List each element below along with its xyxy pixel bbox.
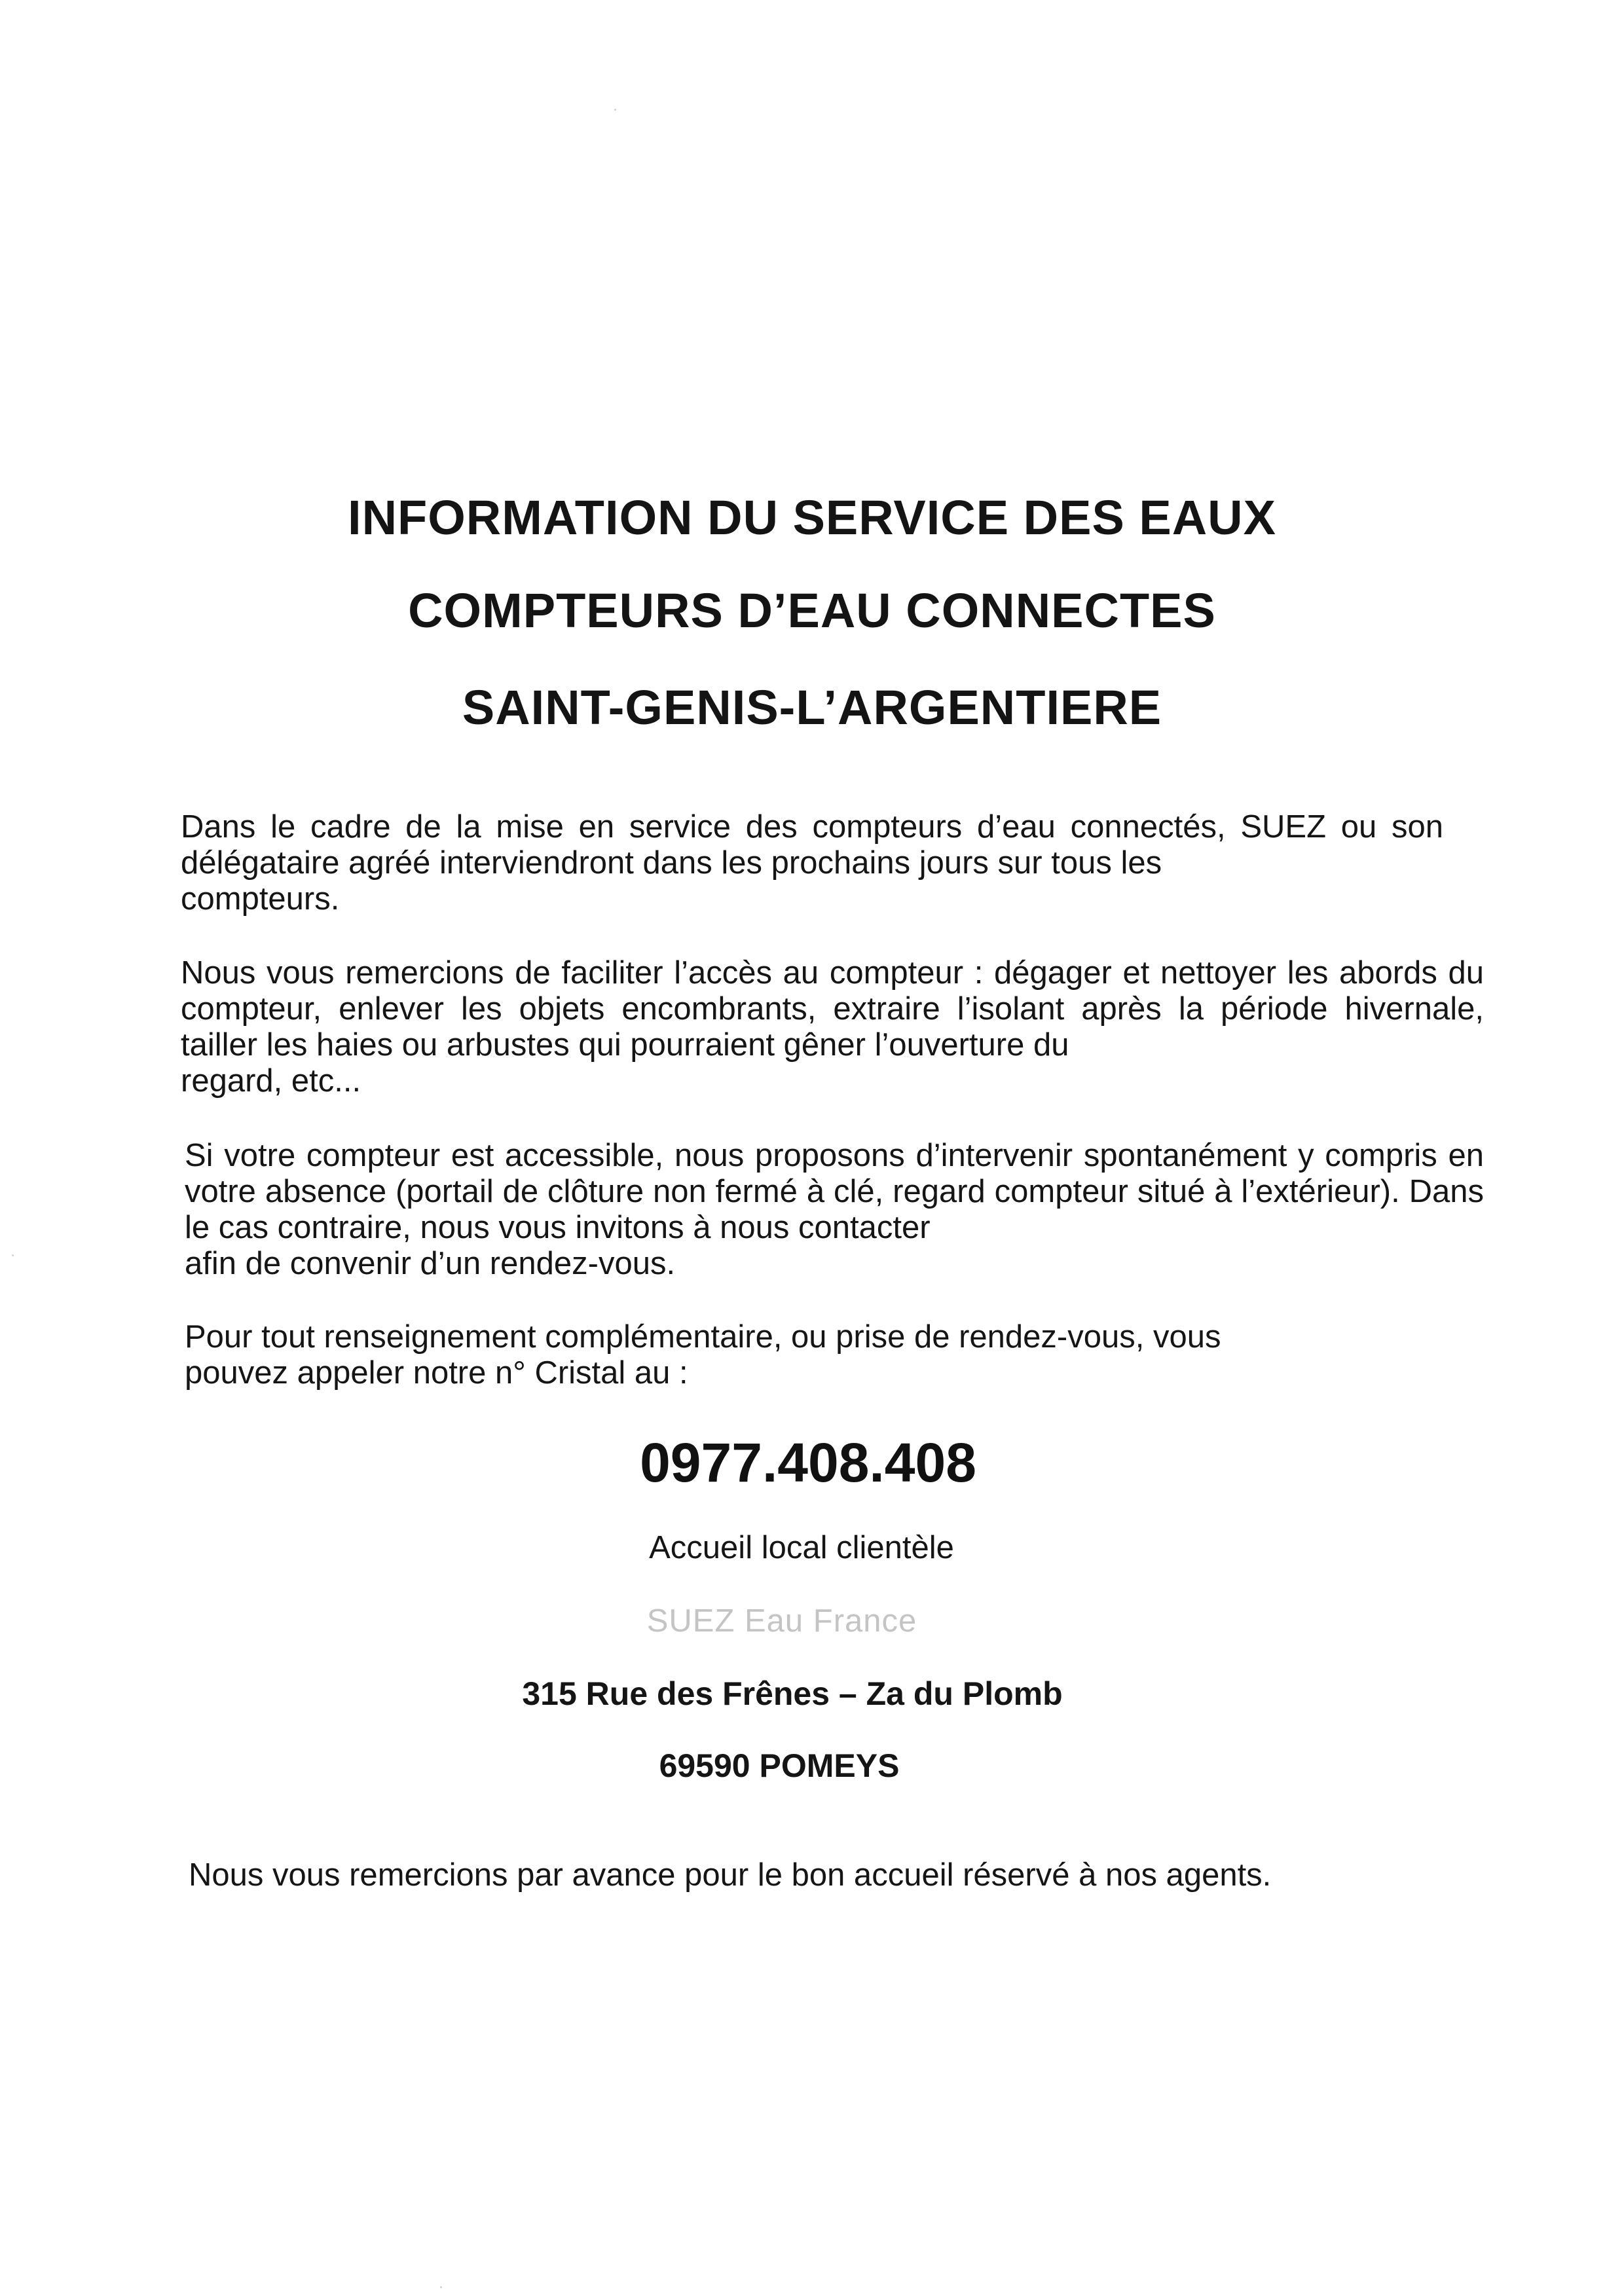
address-street: 315 Rue des Frênes – Za du Plomb [522, 1675, 1063, 1712]
company-name: SUEZ Eau France [646, 1603, 917, 1639]
paragraph-absence [185, 1138, 1484, 1282]
accueil-label: Accueil local clientèle [649, 1530, 954, 1565]
title-compteurs-connectes: COMPTEURS D’EAU CONNECTES [408, 583, 1216, 638]
paragraph-contact [185, 1319, 1449, 1391]
scan-speck [12, 1254, 14, 1256]
phone-number: 0977.408.408 [640, 1432, 976, 1493]
paragraph-contact-last-line: pouvez appeler notre n° Cristal au : [185, 1355, 688, 1391]
paragraph-access-last-line: regard, etc... [181, 1063, 361, 1099]
paragraph-intro-last-line: compteurs. [181, 881, 340, 917]
paragraph-intro [181, 809, 1443, 917]
paragraph-contact-text: Pour tout renseignement complémentaire, ou prise de rendez-vous, vous [185, 1319, 1221, 1355]
scan-speck [614, 109, 616, 111]
paragraph-absence-text: Si votre compteur est accessible, nous proposons d’intervenir spontanément y compris en votre absence (portail de clôture non fermé à clé, regard compteur situé à l’extérieur). Dans le cas contraire, nous vous invitons à nous contacter [185, 1138, 1484, 1245]
title-commune: SAINT-GENIS-L’ARGENTIERE [462, 680, 1162, 735]
paragraph-absence-last-line: afin de convenir d’un rendez-vous. [185, 1246, 676, 1281]
paragraph-access [181, 955, 1484, 1099]
title-service-des-eaux: INFORMATION DU SERVICE DES EAUX [348, 490, 1276, 545]
paragraph-access-text: Nous vous remercions de faciliter l’accès au compteur : dégager et nettoyer les abords du compteur, enlever les objets encombrants, extraire l’isolant après la période hivernale, tailler les haies ou arbustes qui pourraient gêner l’ouverture du [181, 955, 1484, 1063]
scan-speck [440, 2286, 442, 2288]
address-city: 69590 POMEYS [659, 1747, 900, 1784]
closing-sentence: Nous vous remercions par avance pour le bon accueil réservé à nos agents. [189, 1857, 1272, 1893]
paragraph-intro-text: Dans le cadre de la mise en service des compteurs d’eau connectés, SUEZ ou son délégataire agréé interviendront dans les prochains jours sur tous les [181, 809, 1443, 881]
